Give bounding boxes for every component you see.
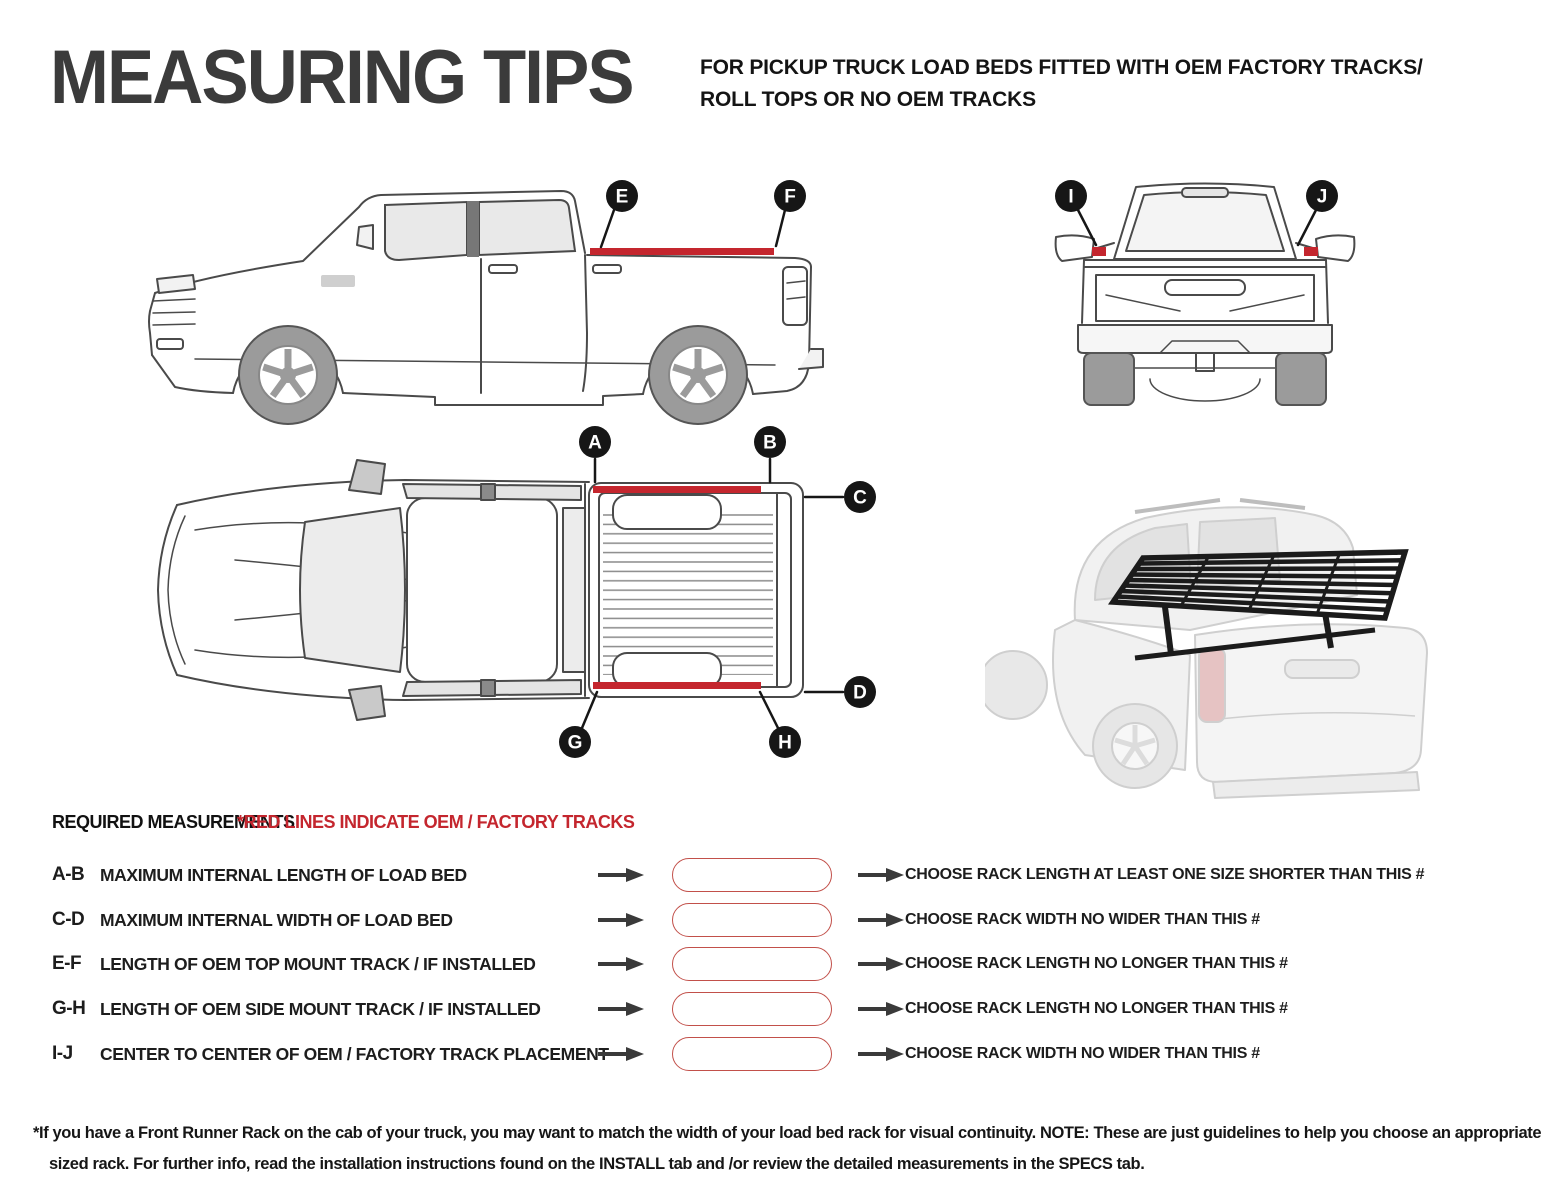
cab-window-front — [385, 202, 467, 260]
measurement-description: MAXIMUM INTERNAL LENGTH OF LOAD BED — [100, 865, 467, 885]
svg-text:J: J — [1316, 186, 1328, 208]
subtitle-line-1: FOR PICKUP TRUCK LOAD BEDS FITTED WITH OEM FACTORY TRACKS/ — [700, 56, 1423, 79]
oem-track-red-mark-right — [1304, 247, 1318, 256]
svg-text:E: E — [615, 186, 629, 208]
wheel-well-right — [613, 653, 721, 687]
marker-f — [774, 180, 806, 212]
measurement-description: CENTER TO CENTER OF OEM / FACTORY TRACK PLACEMENT — [100, 1044, 609, 1064]
measurement-value-field[interactable] — [672, 903, 832, 937]
svg-text:F: F — [784, 186, 796, 208]
measurement-code: E-F — [52, 953, 82, 974]
svg-text:G: G — [567, 732, 583, 754]
marker-h — [769, 726, 801, 758]
arrow-right-icon — [598, 956, 644, 972]
measurement-row-ef — [0, 946, 1552, 982]
measurement-code: A-B — [52, 864, 85, 885]
marker-g — [559, 726, 591, 758]
wheel-well-left — [613, 495, 721, 529]
arrow-right-icon — [598, 867, 644, 883]
oem-top-track-red-line — [590, 248, 774, 255]
marker-d — [844, 676, 876, 708]
oem-side-track-red-line-bottom — [593, 682, 761, 689]
marker-b — [754, 426, 786, 458]
truck-side-view-diagram — [135, 163, 835, 428]
svg-text:B: B — [763, 432, 777, 454]
rear-wheel — [649, 326, 747, 424]
measurement-value-field[interactable] — [672, 1037, 832, 1071]
front-wheel — [239, 326, 337, 424]
subtitle-line-2: ROLL TOPS OR NO OEM TRACKS — [700, 88, 1036, 111]
arrow-right-icon — [858, 1001, 904, 1017]
marker-j — [1306, 180, 1338, 212]
measurement-instruction: CHOOSE RACK LENGTH AT LEAST ONE SIZE SHORTER THAN THIS # — [905, 866, 1425, 883]
arrow-right-icon — [598, 912, 644, 928]
measurement-value-field[interactable] — [672, 992, 832, 1026]
footnote: *If you have a Front Runner Rack on the cab of your truck, you may want to match the width of your load bed rack for visual continuity. NOTE: These are just guidelines to help you choose an appropriate sized rack. For further info, read the installation instructions found on the INSTALL tab and /or review the detailed measurements in the SPECS tab. — [33, 1124, 1542, 1173]
measurement-instruction: CHOOSE RACK WIDTH NO WIDER THAN THIS # — [905, 1045, 1260, 1062]
measurement-code: C-D — [52, 909, 85, 930]
svg-text:D: D — [853, 682, 867, 704]
svg-text:I: I — [1068, 186, 1074, 208]
truck-rear-view-diagram — [1040, 163, 1370, 433]
marker-c — [844, 481, 876, 513]
measurement-row-ij — [0, 1036, 1552, 1072]
measurement-row-gh — [0, 991, 1552, 1027]
oem-track-red-mark-left — [1092, 247, 1106, 256]
arrow-right-icon — [598, 1046, 644, 1062]
arrow-right-icon — [598, 1001, 644, 1017]
measurement-description: LENGTH OF OEM TOP MOUNT TRACK / IF INSTALLED — [100, 954, 536, 974]
svg-text:C: C — [853, 487, 867, 509]
measurements-heading: REQUIRED MEASUREMENTS — [52, 812, 295, 832]
red-lines-legend: *RED LINES INDICATE OEM / FACTORY TRACKS — [237, 812, 635, 832]
oem-side-track-red-line-top — [593, 486, 761, 493]
measurement-value-field[interactable] — [672, 947, 832, 981]
measurement-row-cd — [0, 902, 1552, 938]
page-subtitle — [700, 52, 1423, 116]
arrow-right-icon — [858, 912, 904, 928]
measurement-instruction: CHOOSE RACK WIDTH NO WIDER THAN THIS # — [905, 911, 1260, 928]
bed-floor-ribs — [603, 507, 773, 675]
truck-top-view-diagram — [145, 420, 915, 765]
svg-text:A: A — [588, 432, 602, 454]
page-title: MEASURING TIPS — [50, 35, 633, 120]
measurement-code: G-H — [52, 998, 86, 1019]
measurement-instruction: CHOOSE RACK LENGTH NO LONGER THAN THIS # — [905, 1000, 1288, 1017]
measurement-code: I-J — [52, 1043, 73, 1064]
measurement-value-field[interactable] — [672, 858, 832, 892]
marker-e — [606, 180, 638, 212]
marker-i — [1055, 180, 1087, 212]
arrow-right-icon — [858, 956, 904, 972]
arrow-right-icon — [858, 1046, 904, 1062]
measurement-row-ab — [0, 857, 1552, 893]
cab-window-rear — [479, 200, 575, 255]
truck-badge — [321, 275, 355, 287]
arrow-right-icon — [858, 867, 904, 883]
marker-a — [579, 426, 611, 458]
measurement-instruction: CHOOSE RACK LENGTH NO LONGER THAN THIS # — [905, 955, 1288, 972]
truck-with-rack-photo — [985, 470, 1445, 800]
measurement-description: LENGTH OF OEM SIDE MOUNT TRACK / IF INSTALLED — [100, 999, 541, 1019]
svg-text:H: H — [778, 732, 792, 754]
measurement-description: MAXIMUM INTERNAL WIDTH OF LOAD BED — [100, 910, 453, 930]
